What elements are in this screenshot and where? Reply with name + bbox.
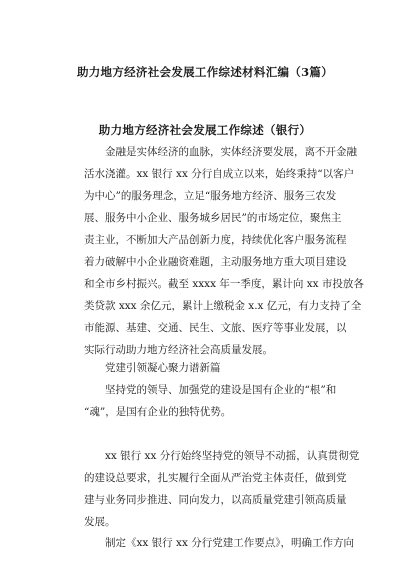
paragraph-party-leadership	[84, 379, 346, 423]
subheading-party-building	[84, 357, 346, 379]
text-line: 建与业务同步推进、同向发力，以高质量党建引领高质量	[84, 494, 347, 506]
section-title: 助力地方经济社会发展工作综述（银行）	[98, 123, 312, 137]
text-line: 发展。	[84, 516, 116, 528]
text-line: 和全市乡村振兴。截至 xxxx 年一季度，累计向 xx 市投放各	[84, 278, 364, 290]
paragraph-work-plan	[84, 532, 354, 554]
text-line: 党建引领凝心聚力谱新篇	[105, 362, 221, 374]
text-line: 金融是实体经济的血脉，实体经济要发展，离不开金融	[105, 146, 357, 158]
text-line: 实际行动助力地方经济社会高质量发展。	[84, 344, 273, 356]
text-line: 市能源、基建、交通、民生、文旅、医疗等事业发展，以	[84, 322, 347, 334]
text-line: 着力破解中小企业融资难题，主动服务地方重大项目建设	[84, 256, 347, 268]
text-line: 制定《xx 银行 xx 分行党建工作要点》，明确工作方向	[105, 537, 354, 549]
text-line: xx 银行 xx 分行始终坚持党的领导不动摇，认真贯彻党	[105, 450, 360, 462]
paragraph-branch-party	[84, 445, 360, 533]
text-line: 责主业，不断加大产品创新力度，持续优化客户服务流程	[84, 234, 347, 246]
text-line: 展、服务中小企业、服务城乡居民”的市场定位，聚焦主	[84, 212, 342, 224]
text-line: 的建设总要求，扎实履行全面从严治党主体责任，做到党	[84, 472, 347, 484]
paragraph-intro	[84, 141, 364, 361]
text-line: 活水浇灌。xx 银行 xx 分行自成立以来，始终秉持“以客户	[84, 168, 355, 180]
text-line: 类贷款 xxx 余亿元，累计上缴税金 x.x 亿元，有力支持了全	[84, 300, 362, 312]
text-line: 坚持党的领导、加强党的建设是国有企业的“根”和	[105, 384, 337, 396]
text-line: 为中心”的服务理念，立足“服务地方经济、服务三农发	[84, 190, 337, 202]
document-title: 助力地方经济社会发展工作综述材料汇编（3篇）	[76, 65, 334, 79]
text-line: “魂”，是国有企业的独特优势。	[84, 406, 232, 418]
